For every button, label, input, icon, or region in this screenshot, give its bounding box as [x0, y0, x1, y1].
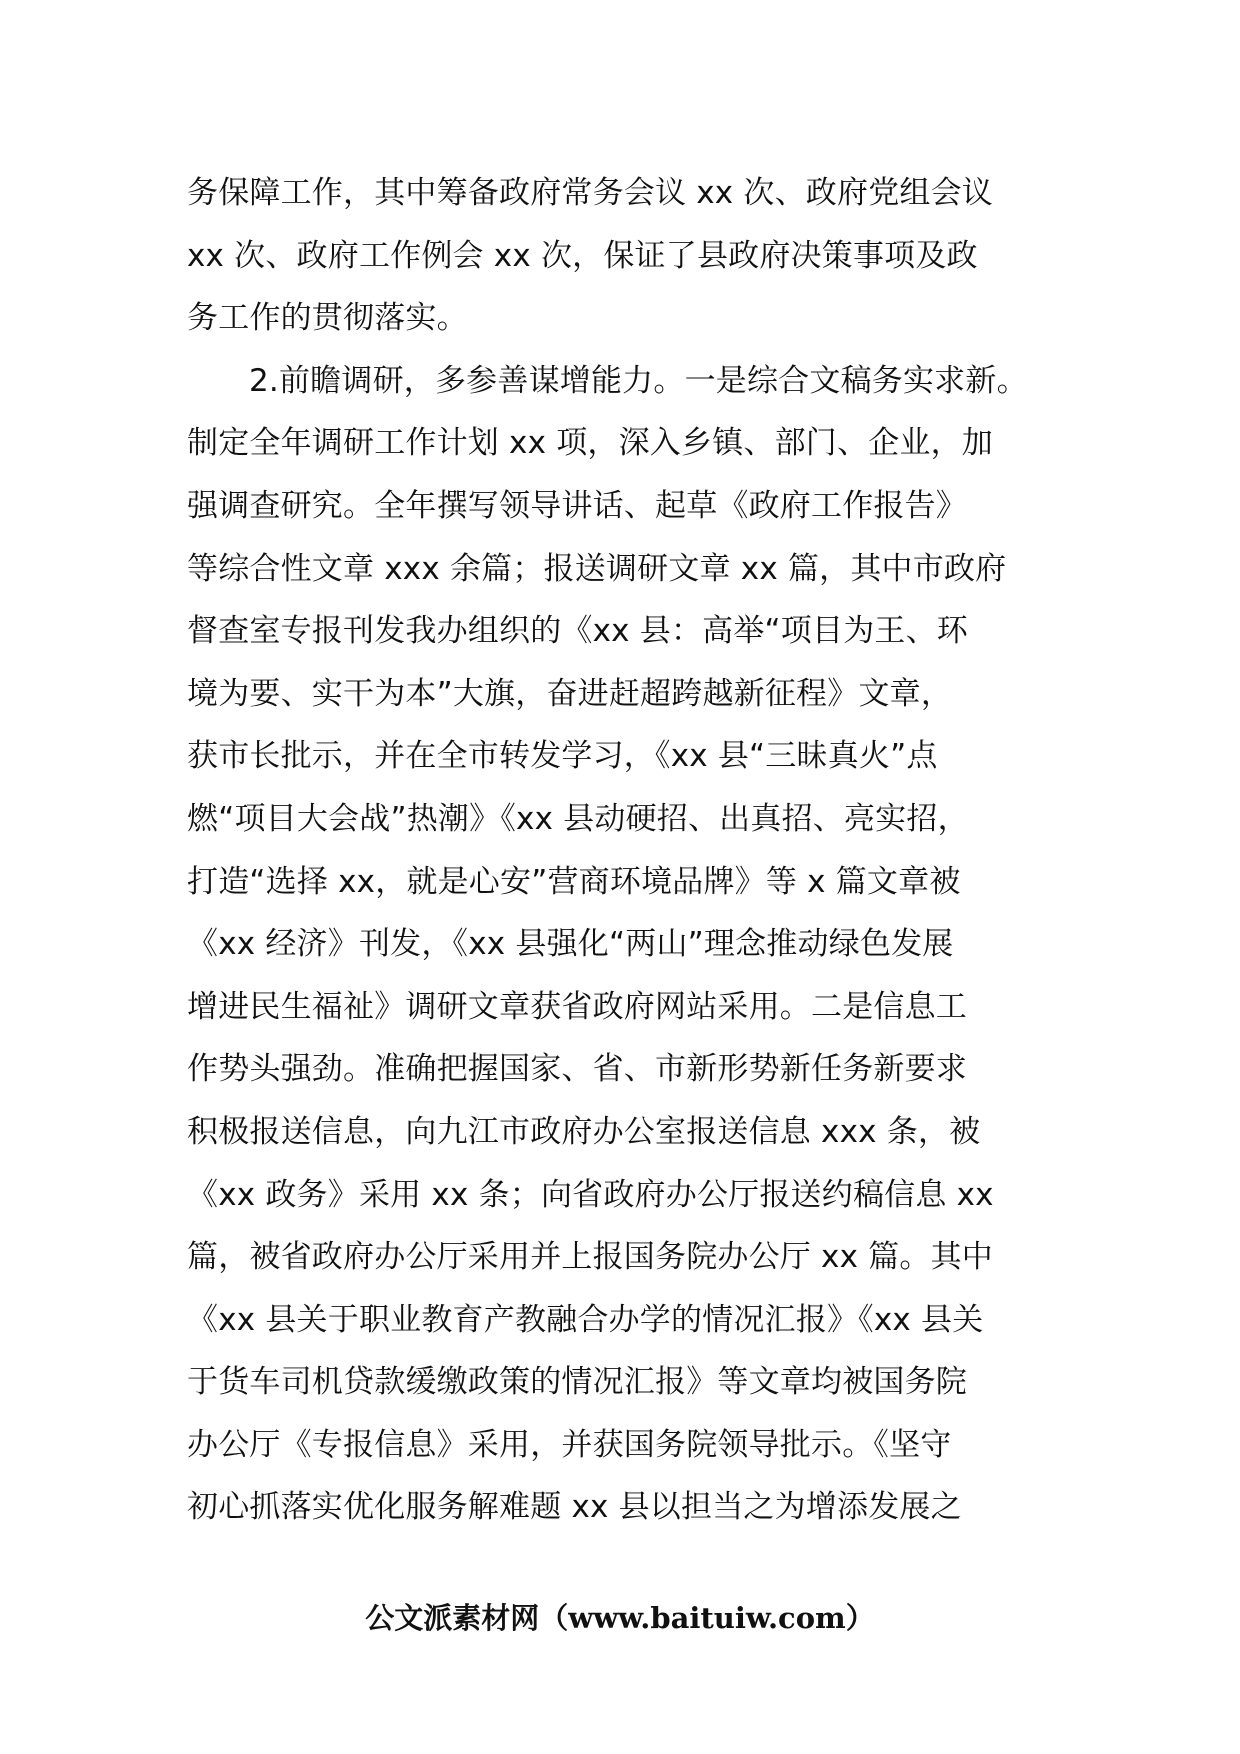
- text-line: 等综合性文章 xxx 余篇；报送调研文章 xx 篇，其中市政府: [187, 550, 1007, 587]
- text-line: 《xx 经济》刊发，《xx 县强化“两山”理念推动绿色发展: [187, 926, 954, 963]
- text-line: 初心抓落实优化服务解难题 xx 县以担当之为增添发展之: [187, 1489, 962, 1526]
- text-line: 获市长批示，并在全市转发学习，《xx 县“三昧真火”点: [187, 738, 938, 775]
- text-line: xx 次、政府工作例会 xx 次，保证了县政府决策事项及政: [187, 237, 978, 274]
- text-line: 打造“选择 xx，就是心安”营商环境品牌》等 x 篇文章被: [187, 863, 961, 900]
- text-line: 《xx 政务》采用 xx 条；向省政府办公厅报送约稿信息 xx: [187, 1176, 994, 1213]
- text-line: 制定全年调研工作计划 xx 项，深入乡镇、部门、企业，加: [187, 425, 993, 462]
- text-line: 作势头强劲。准确把握国家、省、市新形势新任务新要求: [187, 1051, 967, 1088]
- text-line: 办公厅《专报信息》采用，并获国务院领导批示。《坚守: [187, 1426, 952, 1463]
- text-line: 积极报送信息，向九江市政府办公室报送信息 xxx 条，被: [187, 1113, 981, 1150]
- text-line: 强调查研究。全年撰写领导讲话、起草《政府工作报告》: [187, 487, 967, 524]
- text-line: 境为要、实干为本”大旗，奋进赶超跨越新征程》文章，: [187, 675, 953, 712]
- page-footer: 公文派素材网（www.baituiw.com）: [365, 1601, 875, 1635]
- text-line: 督查室专报刊发我办组织的《xx 县：高举“项目为王、环: [187, 613, 969, 650]
- text-line: 《xx 县关于职业教育产教融合办学的情况汇报》《xx 县关: [187, 1301, 984, 1338]
- text-line: 篇，被省政府办公厅采用并上报国务院办公厅 xx 篇。其中: [187, 1239, 993, 1276]
- text-line: 务工作的贯彻落实。: [187, 300, 468, 337]
- text-line: 燃“项目大会战”热潮》《xx 县动硬招、出真招、亮实招，: [187, 800, 969, 837]
- document-body: [187, 162, 1087, 1539]
- text-line: 于货车司机贷款缓缴政策的情况汇报》等文章均被国务院: [187, 1364, 967, 1401]
- text-line: 务保障工作，其中筹备政府常务会议 xx 次、政府党组会议: [187, 175, 993, 211]
- section-heading-line: 2.前瞻调研，多参善谋增能力。一是综合文稿务实求新。: [249, 362, 1028, 399]
- text-line: 增进民生福祉》调研文章获省政府网站采用。二是信息工: [187, 988, 967, 1025]
